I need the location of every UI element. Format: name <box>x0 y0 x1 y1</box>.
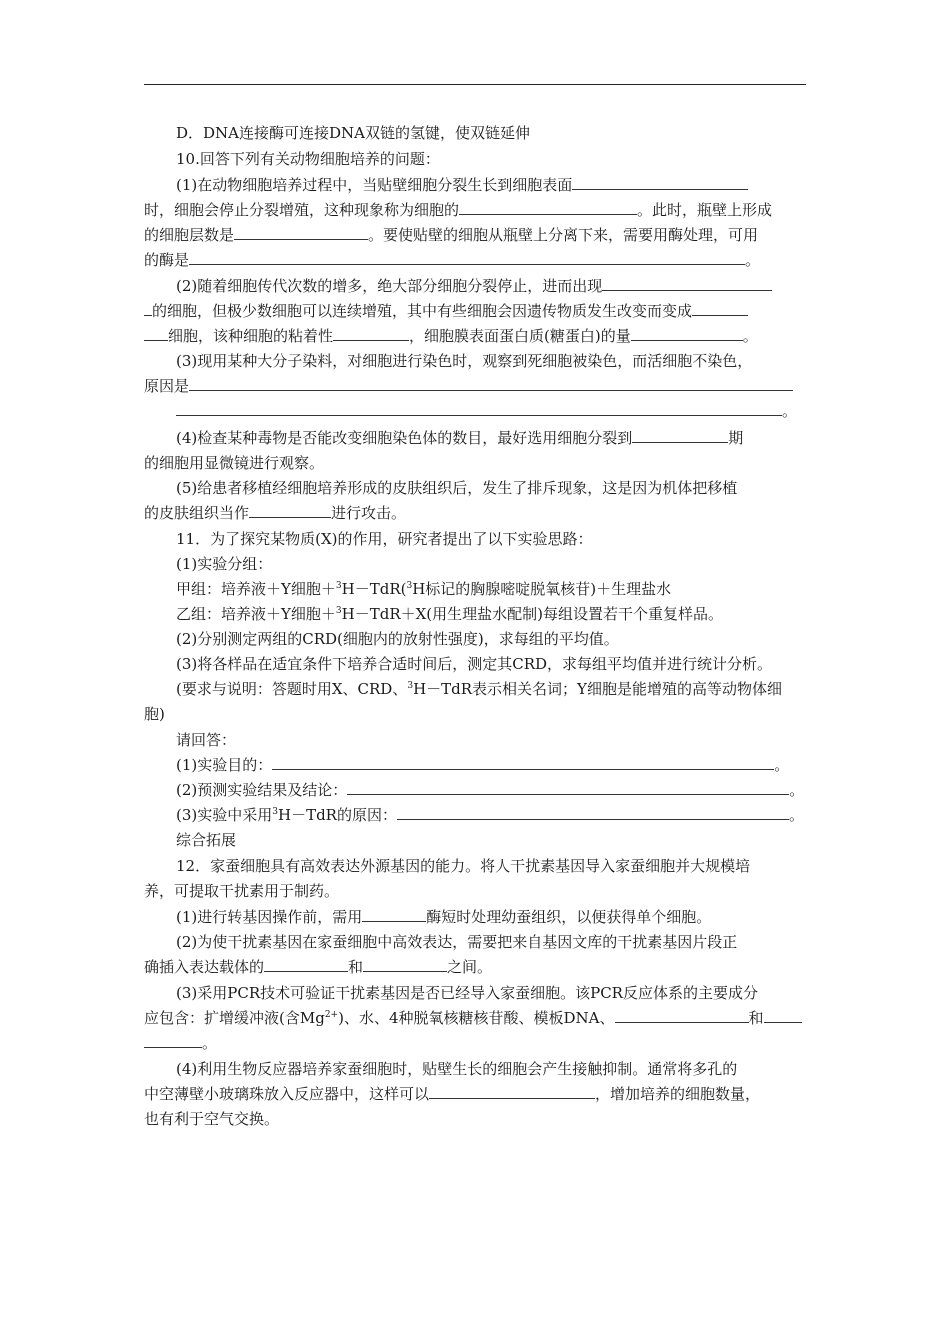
text-line: (2)分别测定两组的CRD(细胞内的放射性强度)，求每组的平均值。 <box>176 630 619 648</box>
answer-blank[interactable] <box>234 225 368 240</box>
text-line: (3)将各样品在适宜条件下培养合适时间后，测定其CRD，求每组平均值并进行统计分析。 <box>176 655 773 673</box>
question-10-stem: 10.回答下列有关动物细胞培养的问题： <box>176 150 440 168</box>
answer-blank[interactable] <box>615 1008 749 1023</box>
text-line: (1)实验目的： 。 <box>176 756 790 774</box>
text-line: 乙组：培养液＋Y细胞＋$^3$H－TdR＋X(用生理盐水配制)每组设置若干个重复样品。 <box>176 605 724 623</box>
text-line: (3)采用PCR技术可验证干扰素基因是否已经导入家蚕细胞。该PCR反应体系的主要成分 <box>176 984 758 1002</box>
text-line: 养，可提取干扰素用于制药。 <box>144 882 340 900</box>
text-line: 也有利于空气交换。 <box>144 1110 280 1128</box>
text-line: 的细胞用显微镜进行观察。 <box>144 454 325 472</box>
answer-blank[interactable] <box>333 326 409 341</box>
text-line: 时，细胞会停止分裂增殖，这种现象称为细胞的 。此时，瓶壁上形成 <box>144 201 773 219</box>
text-line: 甲组：培养液＋Y细胞＋$^3$H－TdR($^3$H标记的胸腺嘧啶脱氧核苷)＋生理盐水 <box>176 580 672 598</box>
text-line: 细胞，该种细胞的粘着性 ，细胞膜表面蛋白质(糖蛋白)的量 。 <box>144 326 758 346</box>
text-line: 。 <box>176 401 797 421</box>
text-line: 确插入表达载体的 和 之间。 <box>144 958 493 976</box>
text-line: (1)实验分组： <box>176 555 273 573</box>
text-line: (4)利用生物反应器培养家蚕细胞时，贴壁生长的细胞会产生接触抑制。通常将多孔的 <box>176 1060 738 1078</box>
question-11-stem: 11．为了探究某物质(X)的作用，研究者提出了以下实验思路： <box>176 530 593 548</box>
header-rule <box>144 84 806 85</box>
answer-blank[interactable] <box>632 428 728 443</box>
answer-blank[interactable] <box>144 326 168 341</box>
answer-blank[interactable] <box>692 301 748 316</box>
answer-blank[interactable] <box>631 326 743 341</box>
text-line: 胞) <box>144 705 165 723</box>
answer-blank[interactable] <box>363 957 447 972</box>
text-line: 的酶是 。 <box>144 251 761 269</box>
text-line: (2)随着细胞传代次数的增多，绝大部分细胞分裂停止，进而出现 <box>176 276 772 296</box>
answer-blank[interactable] <box>397 805 789 820</box>
answer-blank[interactable] <box>144 301 152 316</box>
answer-blank[interactable] <box>249 503 331 518</box>
answer-blank[interactable] <box>189 250 745 265</box>
answer-blank[interactable] <box>264 957 348 972</box>
answer-blank[interactable] <box>189 376 793 391</box>
text-line: (4)检查某种毒物是否能改变细胞染色体的数目，最好选用细胞分裂到 期 <box>176 429 744 447</box>
answer-blank[interactable] <box>362 907 426 922</box>
text-line: 的细胞层数是 。要使贴壁的细胞从瓶壁上分离下来，需要用酶处理，可用 <box>144 226 759 244</box>
text-line: 应包含：扩增缓冲液(含$Mg^{2+}$)、水、4种脱氧核糖核苷酸、模板DNA、 和 <box>144 1008 802 1028</box>
answer-blank[interactable] <box>347 780 789 795</box>
text-line: 的细胞，但极少数细胞可以连续增殖，其中有些细胞会因遗传物质发生改变而变成 <box>144 301 748 321</box>
text-line: (1)进行转基因操作前，需用 酶短时处理幼蚕组织，以便获得单个细胞。 <box>176 908 712 926</box>
text-line: 。 <box>144 1033 217 1053</box>
question-12-stem: 12．家蚕细胞具有高效表达外源基因的能力。将人干扰素基因导入家蚕细胞并大规模培 <box>176 857 751 875</box>
text-line: 原因是 <box>144 376 793 396</box>
text-line: 的皮肤组织当作 进行攻击。 <box>144 504 407 522</box>
text-line: (5)给患者移植经细胞培养形成的皮肤组织后，发生了排斥现象，这是因为机体把移植 <box>176 479 738 497</box>
text-line: 请回答： <box>176 731 237 749</box>
answer-blank[interactable] <box>764 1008 802 1023</box>
answer-blank[interactable] <box>602 276 772 291</box>
section-heading: 综合拓展 <box>176 831 237 849</box>
text-line: (2)预测实验结果及结论： 。 <box>176 781 805 799</box>
text-line: D．DNA连接酶可连接DNA双链的氢键，使双链延伸 <box>176 124 530 142</box>
answer-blank[interactable] <box>572 175 748 190</box>
answer-blank[interactable] <box>144 1033 202 1048</box>
answer-blank[interactable] <box>429 1084 595 1099</box>
text-line: 中空薄壁小玻璃珠放入反应器中，这样可以 ，增加培养的细胞数量， <box>144 1085 761 1103</box>
answer-blank[interactable] <box>459 200 637 215</box>
text-line: (1)在动物细胞培养过程中，当贴壁细胞分裂生长到细胞表面 <box>176 175 748 195</box>
text-line: (3)现用某种大分子染料，对细胞进行染色时，观察到死细胞被染色，而活细胞不染色， <box>176 352 753 370</box>
answer-blank[interactable] <box>272 755 774 770</box>
text-line: (2)为使干扰素基因在家蚕细胞中高效表达，需要把来自基因文库的干扰素基因片段正 <box>176 933 738 951</box>
answer-blank[interactable] <box>176 401 782 416</box>
text-line: (3)实验中采用$^3$H－TdR的原因： 。 <box>176 806 804 824</box>
text-line: (要求与说明：答题时用X、CRD、$^3$H－TdR表示相关名词；Y细胞是能增殖的高等动物体细 <box>176 680 782 698</box>
